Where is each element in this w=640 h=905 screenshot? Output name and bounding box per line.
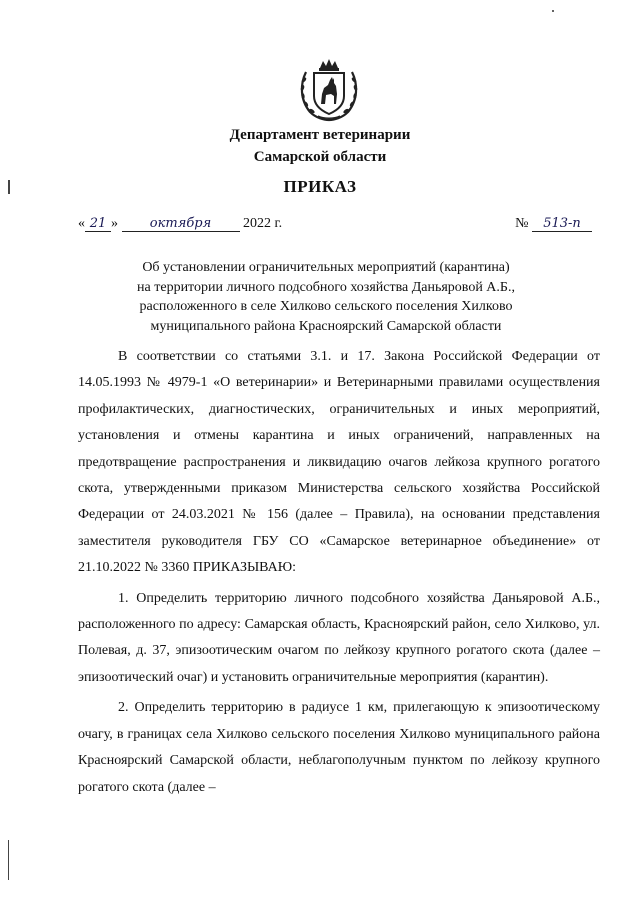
subject-line: на территории личного подсобного хозяйства Даньяровой А.Б., — [137, 279, 515, 295]
order-number — [515, 216, 592, 232]
scan-edge-mark — [8, 840, 9, 880]
subject-line: муниципального района Красноярский Самарской области — [150, 318, 502, 334]
order-subject — [96, 258, 556, 336]
subject-line: расположенного в селе Хилково сельского поселения Хилково — [139, 299, 513, 314]
coat-of-arms-icon — [296, 58, 362, 122]
scan-speck — [552, 10, 554, 12]
department-name — [0, 124, 640, 168]
department-line-1: Департамент ветеринарии — [229, 127, 411, 143]
close-quote: » — [111, 216, 118, 231]
number-label: № — [515, 216, 529, 231]
order-item-2: 2. Определить территорию в радиусе 1 км, прилегающую к эпизоотическому очагу, в границах села Хилково сельского поселения Хилково муниципального района Красноярский Самарской области, неблагополучным пунктом по лейкозу крупного рогатого скота (далее – — [78, 700, 600, 795]
preamble-paragraph: В соответствии со статьями 3.1. и 17. Закона Российской Федерации от 14.05.1993 № 4979-1 «О ветеринарии» и Ветеринарными правилами осуществления профилактических, диагностических, ограничительных и иных мероприятий, установления и отмены карантина и иных ограничений, направленных на предотвращение распространения и ликвидацию очагов лейкоза крупного рогатого скота, утвержденными приказом Министерства сельского хозяйства Российской Федерации от 24.03.2021 № 156 (далее – Правила), на основании представления заместителя руководителя ГБУ СО «Самарское ветеринарное объединение» от 21.10.2022 № 3360 ПРИКАЗЫВАЮ: — [78, 349, 600, 576]
order-body — [78, 344, 600, 805]
order-item-1: 1. Определить территорию личного подсобного хозяйства Даньяровой А.Б., расположенного по адресу: Самарская область, Красноярский район, село Хилково, ул. Полевая, д. 37, эпизоотическим очагом по лейкозу крупного рогатого скота (далее – эпизоотический очаг) и установить ограничительные мероприятия (карантин). — [78, 590, 600, 685]
date-number-line — [78, 216, 592, 238]
order-year: 2022 г. — [243, 216, 283, 231]
order-date — [78, 216, 282, 232]
open-quote: « — [78, 216, 85, 231]
department-line-2: Самарской области — [253, 149, 387, 165]
handwritten-day: 21 — [85, 216, 111, 232]
document-type-title: ПРИКАЗ — [283, 177, 357, 196]
subject-line: Об установлении ограничительных мероприятий (карантина) — [142, 260, 510, 275]
handwritten-number: 513-п — [532, 216, 592, 232]
handwritten-month: октября — [122, 216, 240, 232]
